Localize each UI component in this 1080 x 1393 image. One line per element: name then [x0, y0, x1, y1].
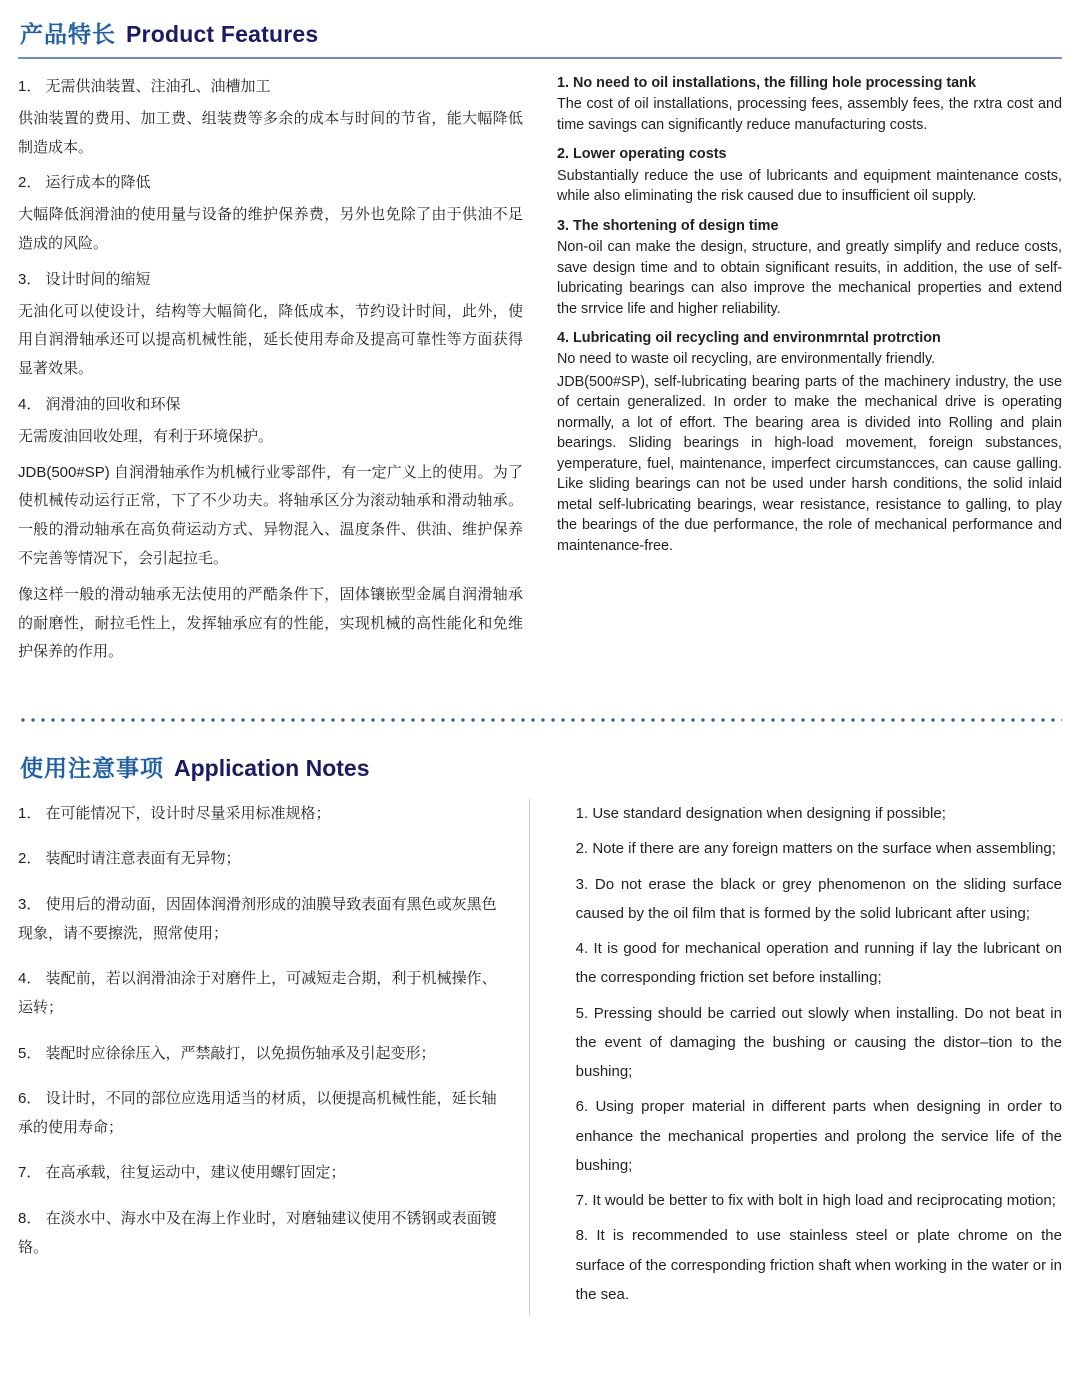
note-item: 4. It is good for mechanical operation and running if lay the lubricant on the corresponding friction set before installing;: [575, 940, 1062, 987]
product-features-english-column: [557, 73, 1062, 565]
application-notes-heading-cn: 使用注意事项: [20, 755, 164, 782]
note-item: 6. Using proper material in different parts when designing in order to enhance the mechanical properties and prolong the service life of the bushing;: [575, 1098, 1062, 1174]
note-item: 7. It would be better to fix with bolt in high load and reciprocating motion;: [575, 1192, 1056, 1210]
application-notes-chinese-column: [18, 799, 497, 1315]
note-item: 3. Do not erase the black or grey phenomenon on the sliding surface caused by the oil film that is formed by the solid lubricant after using;: [575, 875, 1062, 922]
product-features-heading: [18, 10, 1062, 57]
note-item: 2． 装配时请注意表面有无异物；: [18, 850, 241, 868]
feature-subheading: 1. No need to oil installations, the filling hole processing tank: [557, 75, 976, 91]
application-notes-heading: [18, 732, 1062, 799]
column-divider: [529, 799, 530, 1315]
product-features-heading-cn: 产品特长: [20, 21, 116, 47]
application-notes-columns: [18, 799, 1062, 1315]
note-item: 7． 在高承载，往复运动中，建议使用螺钉固定；: [18, 1164, 346, 1182]
note-item: 3． 使用后的滑动面，因固体润滑剂形成的油膜导致表面有黑色或灰黑色现象，请不要擦洗，照常使用；: [18, 895, 497, 942]
feature-paragraph: 1． 无需供油装置、注油孔、油槽加工: [18, 78, 271, 95]
feature-paragraph: 2． 运行成本的降低: [18, 174, 151, 192]
note-item: 5． 装配时应徐徐压入，严禁敲打，以免损伤轴承及引起变形；: [18, 1044, 436, 1062]
note-item: 8. It is recommended to use stainless steel or plate chrome on the surface of the corresponding friction shaft when working in the water or in the sea.: [575, 1227, 1062, 1303]
note-item: 2. Note if there are any foreign matters on the surface when assembling;: [575, 840, 1056, 858]
product-features-heading-en: Product Features: [126, 21, 319, 47]
feature-paragraph: 3． 设计时间的缩短: [18, 270, 151, 288]
feature-paragraph: JDB(500#SP), self-lubricating bearing parts of the machinery industry, the use of certain generalized. In order to make the mechanical drive is operating normally, a lot of effort. The bearing area is divided into Rolling and plain bearings. Sliding bearings in high-load movement, foreign substances, yemperature, fuel, maintenance, imperfect circumstancces, can cause galling. Like sliding bearings can not be used under harsh conditions, the solid inlaid metal self-lubricating bearings, wear resistance, resistance to galling, to play the bearings of the due performance, the role of mechanical performance and maintenance-free.: [557, 373, 1062, 554]
note-item: 4． 装配前，若以润滑油涂于对磨件上，可减短走合期，利于机械操作、运转；: [18, 970, 497, 1017]
heading-divider-rule: [18, 57, 1062, 59]
note-item: 6． 设计时，不同的部位应选用适当的材质，以便提高机械性能，延长轴承的使用寿命；: [18, 1089, 497, 1137]
feature-paragraph: 4． 润滑油的回收和环保: [18, 395, 181, 413]
note-item: 5. Pressing should be carried out slowly when installing. Do not beat in the event of damaging the bushing or causing the distor–tion to the bushing;: [575, 1004, 1062, 1081]
feature-paragraph: 像这样一般的滑动轴承无法使用的严酷条件下，固体镶嵌型金属自润滑轴承的耐磨性，耐拉毛性上，发挥轴承应有的性能，实现机械的高性能化和免维护保养的作用。: [18, 585, 523, 661]
feature-paragraph: 无油化可以使设计，结构等大幅简化，降低成本，节约设计时间，此外，使用自润滑轴承还可以提高机械性能，延长使用寿命及提高可靠性等方面获得显著效果。: [18, 302, 523, 378]
note-item: 1. Use standard designation when designing if possible;: [575, 805, 946, 823]
feature-paragraph: The cost of oil installations, processing fees, assembly fees, the rxtra cost and time savings can significantly reduce manufacturing costs.: [557, 96, 1062, 133]
product-features-chinese-column: [18, 73, 523, 674]
application-notes-heading-en: Application Notes: [174, 755, 370, 782]
feature-paragraph: Non-oil can make the design, structure, and greatly simplify and reduce costs, save design time and to obtain significant resuits, in addition, the use of self-lubricating bearings can also improve the mechanical properties and extend the srrvice life and higher reliability.: [557, 239, 1062, 317]
feature-paragraph: 无需废油回收处理，有利于环境保护。: [18, 427, 274, 445]
dotted-divider: [18, 718, 1062, 722]
feature-paragraph: Substantially reduce the use of lubricants and equipment maintenance costs, while also eliminating the risk caused due to insufficient oil supply.: [557, 167, 1062, 205]
feature-paragraph: 供油装置的费用、加工费、组装费等多余的成本与时间的节省，能大幅降低制造成本。: [18, 109, 523, 156]
feature-paragraph: 大幅降低润滑油的使用量与设备的维护保养费，另外也免除了由于供油不足造成的风险。: [18, 206, 523, 252]
feature-subheading: 2. Lower operating costs: [557, 146, 727, 163]
application-notes-english-column: [562, 799, 1062, 1315]
note-item: 1． 在可能情况下，设计时尽量采用标准规格；: [18, 805, 331, 823]
feature-subheading: 3. The shortening of design time: [557, 217, 779, 234]
feature-subheading: 4. Lubricating oil recycling and environmrntal protrction: [557, 329, 941, 346]
feature-paragraph: JDB(500#SP) 自润滑轴承作为机械行业零部件，有一定广义上的使用。为了使机械传动运行正常，下了不少功夫。将轴承区分为滚动轴承和滑动轴承。一般的滑动轴承在高负荷运动方式、异物混入、温度条件、供油、维护保养不完善等情况下，会引起拉毛。: [18, 463, 523, 567]
product-features-columns: [18, 73, 1062, 674]
feature-paragraph: No need to waste oil recycling, are environmentally friendly.: [557, 351, 936, 368]
note-item: 8． 在淡水中、海水中及在海上作业时，对磨轴建议使用不锈钢或表面镀铬。: [18, 1209, 497, 1256]
